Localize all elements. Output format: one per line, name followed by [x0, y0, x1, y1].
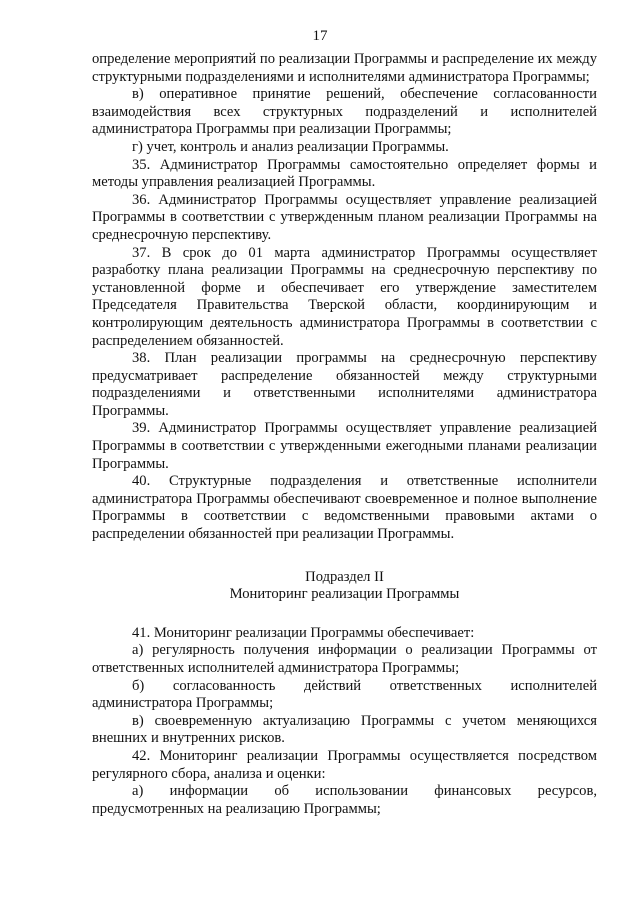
paragraph-continuation: определение мероприятий по реализации Программы и распределение их между структурными подразделениями и исполнителями администратора Программы; [92, 51, 597, 85]
paragraph-item-v: в) оперативное принятие решений, обеспечение согласованности взаимодействия всех структурных подразделений и исполнителей администратора Программы при реализации Программы; [92, 86, 597, 138]
paragraph-36: 36. Администратор Программы осуществляет управление реализацией Программы в соответствии с утвержденным планом реализации Программы на среднесрочную перспективу. [92, 191, 597, 243]
subsection-heading [92, 569, 597, 604]
subsection-title: Мониторинг реализации Программы [229, 586, 460, 603]
paragraph-38: 38. План реализации программы на среднесрочную перспективу предусматривает распределение обязанностей между структурными подразделениями и ответственными исполнителями администратора Программы. [92, 350, 597, 419]
paragraph-35: 35. Администратор Программы самостоятельно определяет формы и методы управления реализацией Программы. [92, 156, 597, 191]
section-management [92, 51, 597, 544]
page-number: 17 [312, 28, 328, 44]
paragraph-42: 42. Мониторинг реализации Программы осуществляется посредством регулярного сбора, анализа и оценки: [92, 747, 597, 782]
paragraph-41-v: в) своевременную актуализацию Программы с учетом меняющихся внешних и внутренних рисков. [92, 712, 597, 747]
paragraph-41: 41. Мониторинг реализации Программы обеспечивает: [132, 624, 475, 641]
paragraph-37: 37. В срок до 01 марта администратор Программы осуществляет разработку плана реализации Программы на среднесрочную перспективу по установленной форме и обеспечивает его утверждение заместителем Председателя Правительства Тверской области, координирующим и контролирующим деятельность администратора Программы в соответствии с распределением обязанностей. [92, 244, 597, 349]
document-body [92, 51, 597, 818]
paragraph-41-a: а) регулярность получения информации о реализации Программы от ответственных исполнителей администратора Программы; [92, 642, 597, 676]
paragraph-42-a: а) информации об использовании финансовых ресурсов, предусмотренных на реализацию Программы; [92, 783, 597, 817]
section-monitoring [92, 625, 597, 819]
paragraph-39: 39. Администратор Программы осуществляет управление реализацией Программы в соответствии с утвержденными ежегодными планами реализации Программы. [92, 420, 597, 472]
subsection-label: Подраздел II [305, 568, 384, 585]
paragraph-item-g: г) учет, контроль и анализ реализации Программы. [132, 138, 449, 155]
paragraph-40: 40. Структурные подразделения и ответственные исполнители администратора Программы обеспечивают своевременное и полное выполнение Программы в соответствии с ведомственными правовыми актами о распределении обязанностей при реализации Программы. [92, 473, 597, 543]
paragraph-41-b: б) согласованность действий ответственных исполнителей администратора Программы; [92, 677, 597, 712]
